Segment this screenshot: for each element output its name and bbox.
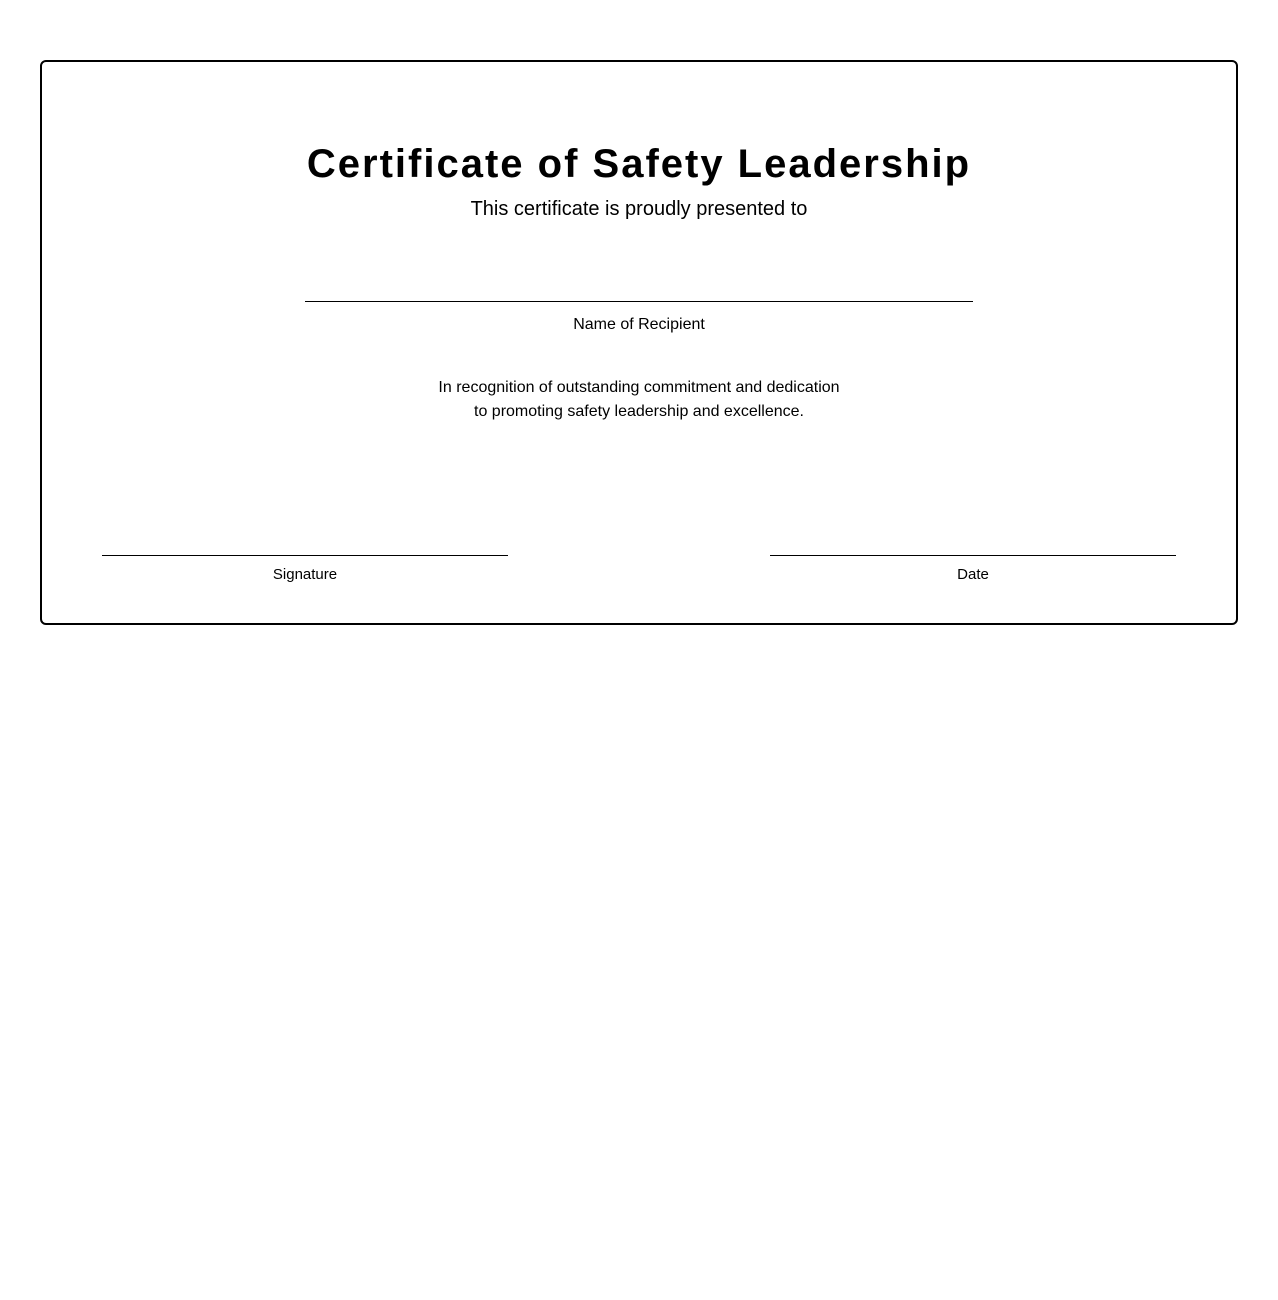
recipient-name-line <box>305 301 973 302</box>
recipient-name-label: Name of Recipient <box>573 316 705 333</box>
certificate-title: Certificate of Safety Leadership <box>306 142 972 186</box>
recognition-line-2: to promoting safety leadership and excellence. <box>474 403 804 420</box>
recognition-text <box>42 376 1236 424</box>
signature-line <box>102 555 508 556</box>
certificate <box>40 60 1238 625</box>
date-label: Date <box>957 566 989 583</box>
recognition-line-1: In recognition of outstanding commitment and dedication <box>438 379 840 396</box>
certificate-subtitle: This certificate is proudly presented to <box>470 198 808 220</box>
date-line <box>770 555 1176 556</box>
signature-label: Signature <box>272 566 338 583</box>
